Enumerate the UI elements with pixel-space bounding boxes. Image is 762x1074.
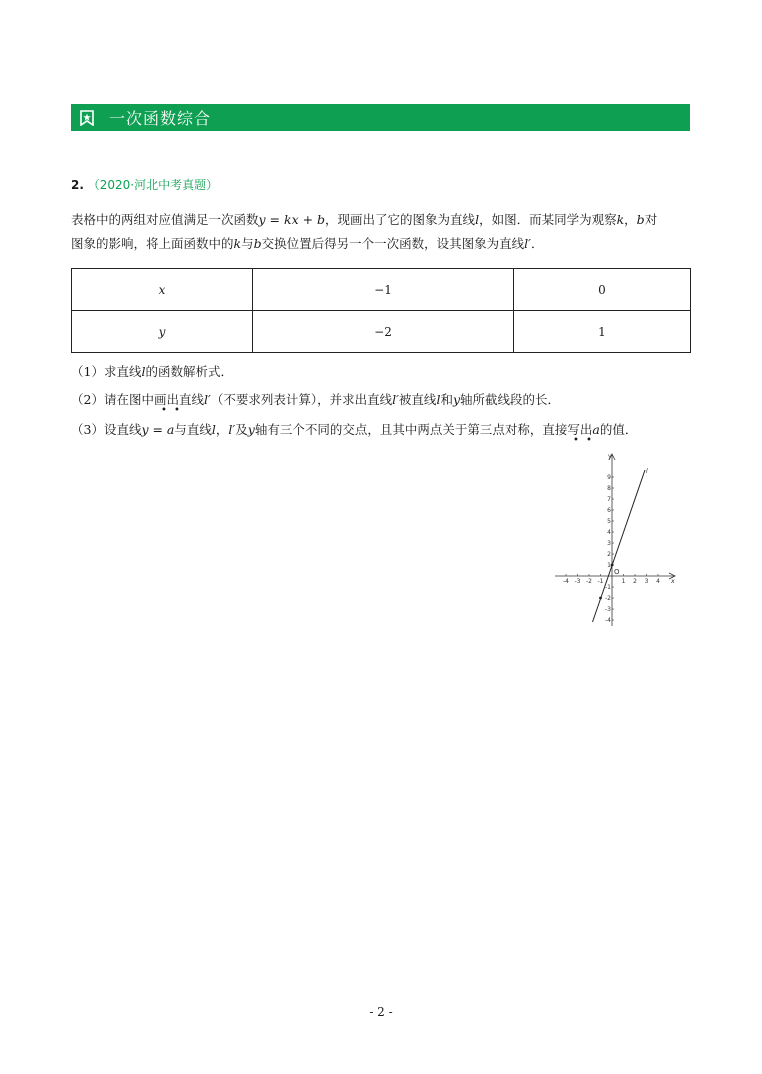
part-text: （3）设直线 [71, 422, 142, 437]
x-tick-label: -4 [563, 578, 569, 585]
section-title: 一次函数综合 [109, 109, 212, 128]
y-axis-label: y [608, 453, 612, 460]
part-1 [71, 362, 233, 380]
x-tick-label: -3 [574, 578, 581, 585]
intro-text: 图象的影响，将上面函数中的 [71, 236, 234, 251]
equation-y-a: y = a [141, 422, 175, 437]
part-3 [71, 420, 637, 438]
emphasis-dot: • [586, 435, 592, 446]
x-tick-label: -1 [597, 578, 604, 585]
part-text: 和 [440, 392, 453, 407]
point-neg1-neg2 [599, 597, 602, 600]
var-l: l [141, 364, 146, 379]
value-table [71, 268, 691, 353]
question-number: 2. [71, 178, 84, 192]
part-text: 轴有三个不同的交点，且其中两点关于第三点对称，直接写出 [254, 422, 593, 437]
var-a: a [592, 422, 600, 437]
y-tick-label: 9 [607, 474, 611, 481]
intro-text: 与 [241, 236, 254, 251]
var-y: y [452, 392, 461, 407]
y-tick-label: 7 [607, 496, 611, 503]
intro-text: ，如图．而某同学为观察 [479, 212, 617, 227]
table-cell: −2 [253, 311, 514, 353]
part-text: （1）求直线 [71, 364, 142, 379]
equation-main: y = kx + b [258, 212, 326, 227]
bookmark-star-icon [79, 110, 95, 126]
table-row [72, 269, 691, 311]
section-banner [71, 104, 690, 131]
emphasis-dot: • [174, 405, 180, 416]
origin-label: O [614, 568, 620, 576]
intro-text: ． [530, 236, 544, 251]
emphasis-dot: • [573, 435, 579, 446]
line-l-label: l [646, 468, 648, 475]
x-tick-label: 3 [644, 578, 649, 585]
var-y: y [247, 422, 255, 437]
part-text: 的函数解析式． [145, 364, 233, 379]
y-tick-label: 2 [607, 551, 611, 558]
x-tick-label: 2 [633, 578, 637, 585]
page-number: - 2 - [369, 1005, 393, 1019]
var-l-prime: l′ [524, 236, 531, 251]
coordinate-graph [553, 450, 683, 630]
x-tick-label: 4 [656, 578, 660, 585]
table-cell: x [72, 269, 253, 311]
table-cell: −1 [253, 269, 514, 311]
intro-text: ， [624, 212, 637, 227]
part-text: 与直线 [174, 422, 212, 437]
y-tick-label: 1 [607, 562, 611, 569]
table-cell: 0 [514, 269, 691, 311]
question-header [71, 176, 218, 193]
y-tick-label: -2 [605, 595, 611, 602]
var-b: b [253, 236, 262, 251]
var-l: l [436, 392, 441, 407]
var-l: l [211, 422, 216, 437]
y-tick-label: -1 [605, 584, 611, 591]
y-tick-label: 8 [607, 485, 611, 492]
var-k: k [233, 236, 242, 251]
question-intro [71, 208, 693, 256]
var-l-prime: l′ [392, 392, 399, 407]
intro-text: 对 [644, 212, 658, 227]
y-tick-label: 3 [607, 540, 611, 547]
part-text: 的值． [599, 422, 638, 437]
part-text: （不要求列表计算），并求出直线 [210, 392, 393, 407]
part-text: ， [215, 422, 229, 437]
question-source: （2020·河北中考真题） [87, 178, 219, 192]
part-text: 轴所截线段的长． [460, 392, 561, 407]
var-l-prime: l′ [203, 392, 211, 407]
table-cell: y [72, 311, 253, 353]
part-text: （2）请在图中画出直线 [71, 392, 204, 407]
intro-text: 交换位置后得另一个一次函数，设其图象为直线 [261, 236, 525, 251]
emphasis-dot: • [161, 405, 167, 416]
var-k: k [616, 212, 625, 227]
var-l: l [475, 212, 480, 227]
part-text: 及 [235, 422, 248, 437]
y-tick-label: -3 [605, 606, 611, 613]
x-tick-label: -2 [586, 578, 592, 585]
y-tick-label: 6 [607, 507, 611, 514]
x-tick-label: 1 [621, 578, 626, 585]
part-2 [71, 390, 560, 408]
x-axis-label: x [671, 578, 675, 585]
table-cell: 1 [514, 311, 691, 353]
y-tick-label: 5 [607, 518, 611, 525]
point-0-1 [611, 564, 614, 567]
y-tick-label: 4 [607, 529, 611, 536]
intro-text: 表格中的两组对应值满足一次函数 [71, 212, 259, 227]
y-tick-label: -4 [605, 617, 611, 624]
var-l-prime: l′ [228, 422, 236, 437]
part-text: 被直线 [398, 392, 437, 407]
intro-text: ，现画出了它的图象为直线 [325, 212, 476, 227]
var-b: b [636, 212, 645, 227]
table-row [72, 311, 691, 353]
